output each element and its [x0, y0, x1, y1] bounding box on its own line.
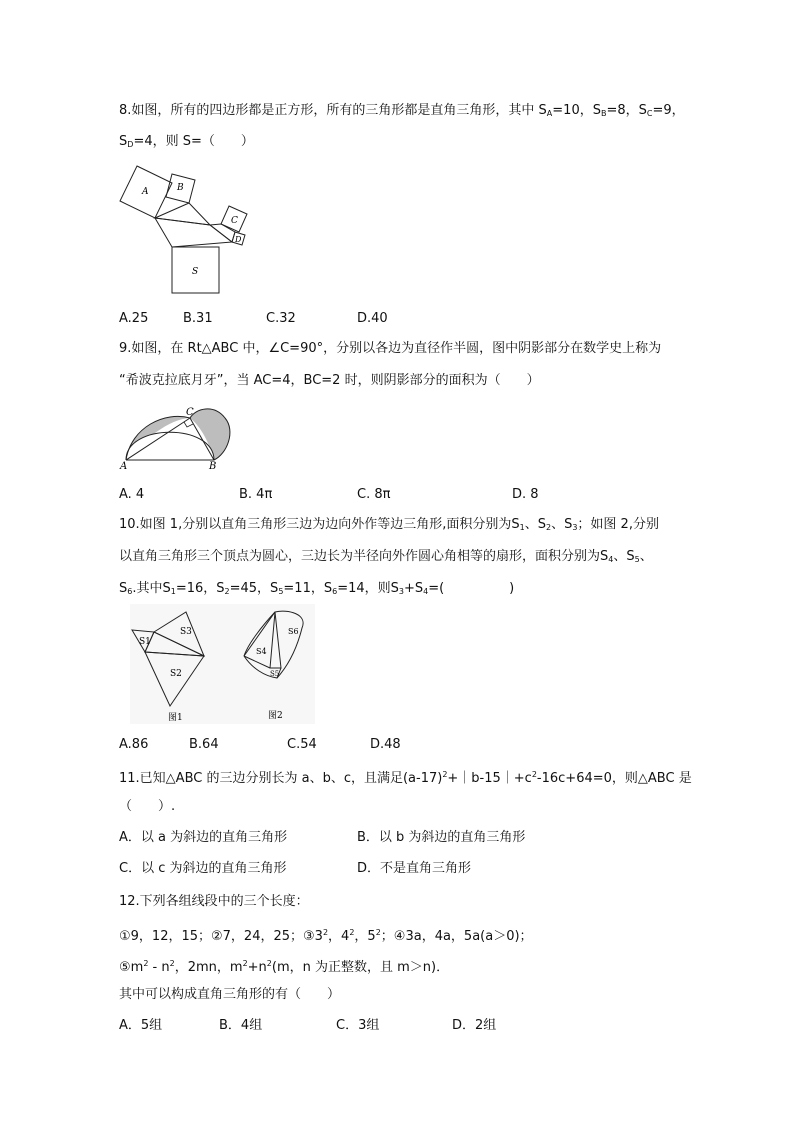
q12-option-c[interactable]: C．3组 — [336, 1018, 380, 1033]
q8-stem-line2: $S_D=4$，则 S=（ ） — [119, 134, 254, 149]
triangle-mid — [155, 218, 232, 247]
label-b: B — [177, 183, 184, 193]
q8-option-a[interactable]: A.25 — [119, 311, 149, 326]
label-a: A — [120, 461, 128, 471]
q8-figure — [117, 163, 257, 298]
q12-option-d[interactable]: D．2组 — [452, 1018, 497, 1033]
q12-stem-line1: 12.下列各组线段中的三个长度： — [119, 894, 309, 909]
q11-option-a[interactable]: A．以 a 为斜边的直角三角形 — [119, 830, 288, 845]
q10-option-c[interactable]: C.54 — [287, 737, 317, 752]
q8-option-c[interactable]: C.32 — [266, 311, 296, 326]
fig2-label-s5: S5 — [270, 670, 280, 678]
q10-option-d[interactable]: D.48 — [370, 737, 401, 752]
triangle-right — [210, 224, 235, 242]
q10-stem-line2: 以直角三角形三个顶点为圆心，三边长为半径向外作圆心角相等的扇形，面积分别为$S_4$、$S_5$、 — [119, 549, 653, 564]
fig2-label-s6: S6 — [288, 627, 299, 636]
label-a: A — [142, 187, 149, 197]
q9-figure — [118, 403, 236, 471]
q10-option-b[interactable]: B.64 — [189, 737, 219, 752]
q11-option-b[interactable]: B．以 b 为斜边的直角三角形 — [357, 830, 526, 845]
label-c: C — [231, 216, 238, 226]
q9-stem-line2: “希波克拉底月牙”，当 AC=4，BC=2 时，则阴影部分的面积为（ ） — [119, 373, 540, 388]
q11-option-d[interactable]: D．不是直角三角形 — [357, 861, 472, 876]
q10-stem-line3: $S_6$.其中$S_1=16$，$S_2=45$，$S_5=11$，$S_6=14$，则$S_3+S_4=$( ) — [119, 581, 515, 596]
q9-option-c[interactable]: C. 8π — [357, 487, 391, 502]
q9-option-a[interactable]: A. 4 — [119, 487, 145, 502]
label-b: B — [209, 461, 217, 471]
q9-stem-line1: 9.如图，在 Rt△ABC 中，∠C=90°，分别以各边为直径作半圆，图中阴影部分在数学史上称为 — [119, 341, 662, 356]
q12-stem-line3: $⑤m^2 - n^2$，2mn，$m^2+n^2(m$，n 为正整数，且 m＞n)． — [119, 959, 450, 975]
q12-stem-line4: 其中可以构成直角三角形的有（ ） — [119, 987, 341, 1002]
q8-option-d[interactable]: D.40 — [357, 311, 388, 326]
q9-option-b[interactable]: B. 4π — [239, 487, 273, 502]
q12-option-b[interactable]: B．4组 — [219, 1018, 263, 1033]
label-s: S — [192, 267, 199, 277]
fig1-label-s1: S1 — [139, 637, 151, 647]
fig1-label-s3: S3 — [180, 627, 192, 637]
q11-stem-line2: （ ）. — [119, 799, 176, 814]
q12-stem-line2: ①9，12，15；②7，24，25；$③3^2$，$4^2$，$5^2$；④3a，4a，5a(a＞0)； — [119, 928, 533, 944]
q10-stem-line1: 10.如图 1,分别以直角三角形三边为边向外作等边三角形,面积分别为$S_1$、$S_2$、$S_3$；如图 2,分别 — [119, 517, 659, 532]
right-angle-mark — [184, 422, 193, 427]
q9-option-d[interactable]: D. 8 — [512, 487, 539, 502]
q10-figure — [130, 604, 315, 724]
fig1-label-s2: S2 — [170, 669, 182, 679]
label-d: D — [235, 235, 242, 244]
q10-option-a[interactable]: A.86 — [119, 737, 149, 752]
fig2-label-s4: S4 — [256, 647, 267, 656]
label-c: C — [186, 407, 194, 418]
fig1-caption: 图1 — [168, 713, 183, 723]
q11-stem-line1: 11.已知△ABC 的三边分别长为 a、b、c，且满足$(a-17)^2+|b-15|+c^2-16c+64=0$，则△ABC 是 — [119, 770, 692, 786]
fig2-caption: 图2 — [268, 711, 283, 721]
q8-option-b[interactable]: B.31 — [183, 311, 213, 326]
q8-stem-line1: 8.如图，所有的四边形都是正方形，所有的三角形都是直角三角形，其中 $S_A=10$，$S_B=8$，$S_C=9$， — [119, 103, 685, 118]
q12-option-a[interactable]: A．5组 — [119, 1018, 163, 1033]
q11-option-c[interactable]: C．以 c 为斜边的直角三角形 — [119, 861, 287, 876]
